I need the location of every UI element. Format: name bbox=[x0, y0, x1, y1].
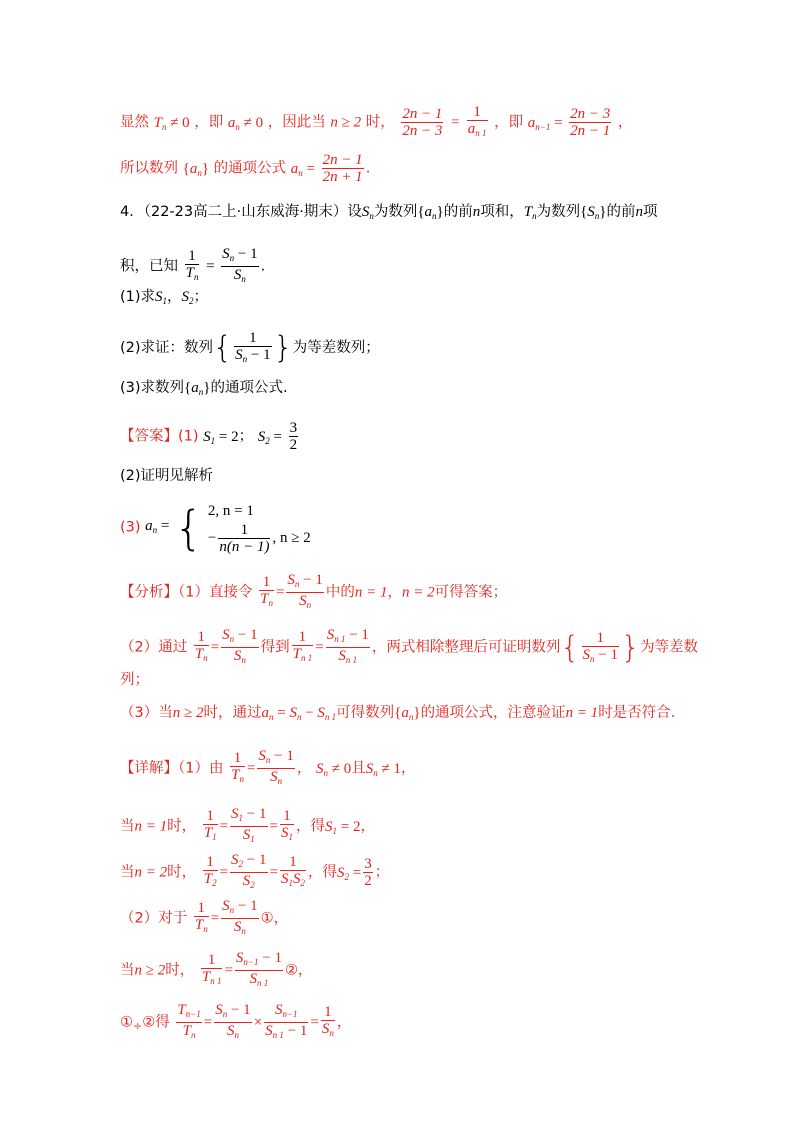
fraction: $\frac{1}{T_n}$ bbox=[185, 248, 199, 282]
detail-6: $①_\div ②$得 $\frac{T_{n-1}}{T_n}$ = $\frac{S_n - 1}{S_n}$ × $\frac{S_{n-1}}{S_{n 1} - 1}$ = $\frac{1}{S_n}$ ， bbox=[120, 1002, 352, 1040]
math: $\{a_n\}$ bbox=[417, 204, 444, 221]
detail-3: 当n = 2时， $\frac{1}{T_2}$ = $\frac{S_2 - 1}{S_2}$ = $\frac{1}{S_1S_2}$ ，得$S_2$ = $\frac{3}{2}$ ； bbox=[120, 852, 390, 890]
text: 为等差数列； bbox=[292, 339, 380, 356]
answer-tag: 【答案】 bbox=[120, 428, 178, 445]
math: $S_1 = 2$ bbox=[203, 428, 239, 446]
answer-3: (3) $a_n$ = { 2, n = 1 − $\frac{1}{n(n - 1)}$ , n ≥ 2 bbox=[120, 500, 311, 555]
detail-tag: 【详解】 bbox=[120, 760, 178, 777]
text: (3)求数列 bbox=[120, 380, 185, 396]
line-2: 所以数列 $\{a_n\}$ 的通项公式 $a_n$ = $\frac{2n - 1}{2n + 1}$ . bbox=[120, 152, 371, 185]
math: $S_n$ bbox=[361, 204, 374, 221]
fraction: $\frac{2n - 3}{2n - 1}$ bbox=[570, 106, 611, 139]
part-1: (1)求$S_1$，$S_2$； bbox=[120, 289, 209, 306]
text: (3) bbox=[120, 519, 141, 536]
math: n bbox=[635, 204, 643, 220]
math: n bbox=[472, 204, 481, 220]
math: $\{a_n\}$ bbox=[182, 160, 210, 178]
fraction: $\frac{1}{T_n}$ bbox=[260, 574, 273, 608]
math: $\{a_n\}$ bbox=[184, 380, 211, 397]
line-1 bbox=[120, 104, 632, 141]
fraction: $\frac{S_n - 1}{S_n}$ bbox=[222, 246, 258, 284]
text: 的前 bbox=[606, 204, 636, 220]
math: $a_n$ = bbox=[290, 160, 315, 178]
math: $a_n$ = bbox=[145, 517, 170, 535]
fraction: $\frac{1}{a_{n 1}}$ bbox=[467, 104, 487, 138]
math: { $\frac{1}{S_n - 1}$ } bbox=[213, 330, 293, 366]
text: 的前 bbox=[443, 204, 473, 220]
math: $S_2$ bbox=[181, 289, 194, 306]
source: （22-23高二上·山东威海·期末） bbox=[143, 204, 348, 220]
math: $S_2$ = bbox=[257, 428, 282, 446]
math: $\{S_n\}$ bbox=[580, 204, 607, 221]
analysis-1: 【分析】（1）直接令 $\frac{1}{T_n}$ = $\frac{S_n - 1}{S_n}$ 中的n = 1，n = 2可得答案； bbox=[120, 572, 508, 610]
analysis-tag: 【分析】 bbox=[120, 584, 178, 601]
text: 项 bbox=[643, 204, 658, 220]
text: 的通项公式 bbox=[213, 160, 287, 177]
math: $a_n \ne 0$ bbox=[227, 114, 264, 132]
text: (2)求证：数列 bbox=[120, 339, 214, 356]
text: ，即 bbox=[194, 114, 224, 131]
part-3 bbox=[120, 378, 288, 402]
text: 显然 bbox=[120, 114, 149, 131]
math: $S_1$ bbox=[155, 289, 168, 306]
text: (2)证明见解析 bbox=[120, 468, 214, 484]
text: 为数列 bbox=[373, 204, 418, 220]
detail-2: 当n = 1时， $\frac{1}{T_1}$ = $\frac{S_1 - 1}{S_1}$ = $\frac{1}{S_1}$ ，得$S_1 = 2$， bbox=[120, 806, 375, 844]
math: n ≥ 2 bbox=[330, 114, 362, 131]
analysis-2b: 列； bbox=[120, 672, 149, 688]
text: 时， bbox=[365, 114, 395, 131]
text: 为数列 bbox=[536, 204, 581, 220]
line-4: 积，已知 $\frac{1}{T_n}$ = $\frac{S_n - 1}{S_n}$ . bbox=[120, 246, 265, 287]
text: 设 bbox=[347, 204, 362, 220]
answer-2 bbox=[120, 466, 213, 486]
detail-4: （2）对于 $\frac{1}{T_n}$ = $\frac{S_n - 1}{S_n}$ ①， bbox=[120, 898, 289, 936]
piecewise: 2, n = 1 − $\frac{1}{n(n - 1)}$ , n ≥ 2 bbox=[207, 503, 311, 555]
text: 积，已知 bbox=[120, 258, 178, 275]
text: ，即 bbox=[494, 114, 524, 131]
fraction: $\frac{2n - 1}{2n - 3}$ bbox=[402, 106, 443, 139]
question-4 bbox=[120, 202, 658, 226]
answer-1: 【答案】(1) $S_1 = 2$； $S_2$ = $\frac{3}{2}$ bbox=[120, 420, 298, 453]
fraction: $\frac{3}{2}$ bbox=[289, 420, 298, 453]
part-2 bbox=[120, 330, 380, 367]
question-number: 4． bbox=[120, 204, 144, 220]
detail-5: 当n ≥ 2时， $\frac{1}{T_{n 1}}$ = $\frac{S_{n-1} - 1}{S_{n 1}}$ ②， bbox=[120, 950, 313, 988]
math: $T_n$ bbox=[523, 204, 537, 221]
math: = bbox=[450, 114, 461, 131]
text: 项和， bbox=[480, 204, 524, 220]
fraction: $\frac{2n - 1}{2n + 1}$ bbox=[322, 152, 363, 185]
analysis-2: （2）通过 $\frac{1}{T_n}$ = $\frac{S_n - 1}{S_n}$ 得到 $\frac{1}{T_{n 1}}$ = $\frac{S_{n 1} - 1}{S_{n 1}}$ ，两式相除整理后可证明数列{ $\frac{1}{S_n - 1}$ }为等差数 bbox=[120, 627, 699, 666]
math: $a_{n-1}$ = bbox=[527, 114, 563, 132]
text: (1)求 bbox=[120, 289, 156, 305]
text: ，因此当 bbox=[267, 114, 326, 131]
analysis-3: （3）当n ≥ 2时，通过$a_n = S_n - S_{n 1}$可得数列$\{a_n\}$的通项公式，注意验证n = 1时是否符合. bbox=[120, 705, 676, 722]
text: ， bbox=[617, 114, 633, 131]
text: 的通项公式. bbox=[210, 380, 288, 396]
detail-1: 【详解】（1）由 $\frac{1}{T_n}$ = $\frac{S_n - 1}{S_n}$ ， $S_n \ne 0$且$S_n \ne 1$， bbox=[120, 748, 416, 786]
math: $T_n \ne 0$ bbox=[153, 114, 190, 132]
text: 所以数列 bbox=[120, 160, 178, 177]
